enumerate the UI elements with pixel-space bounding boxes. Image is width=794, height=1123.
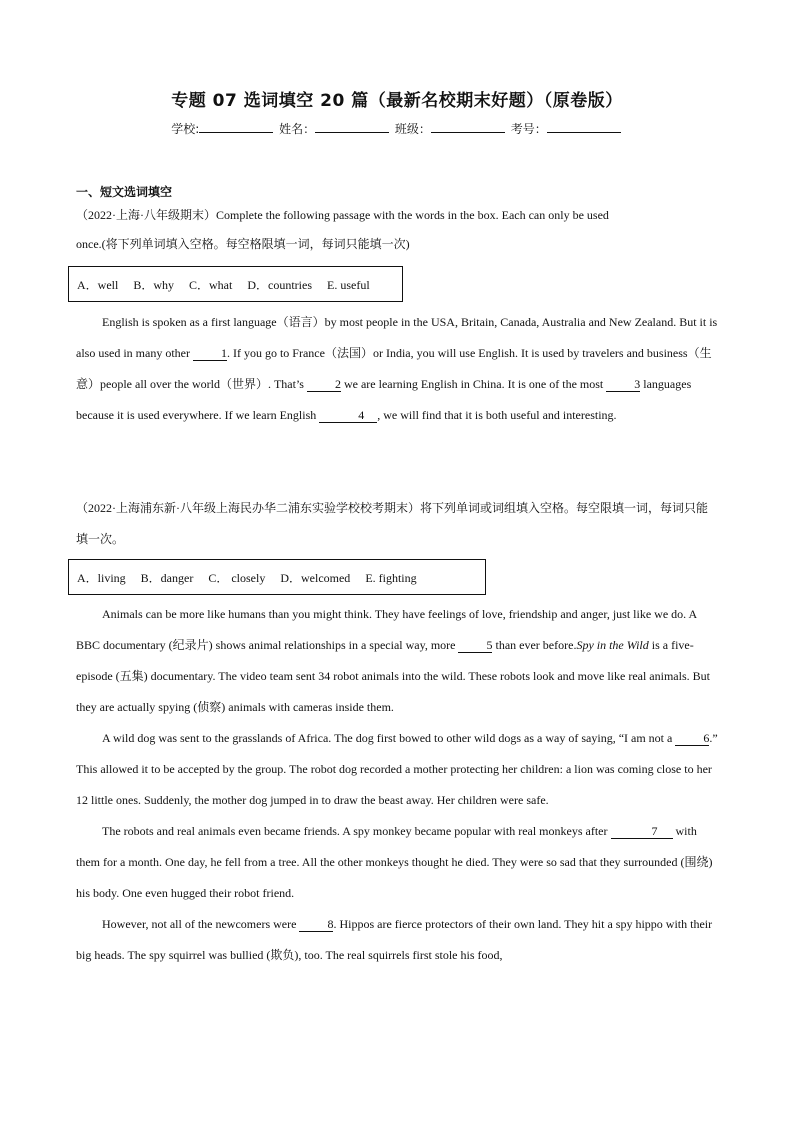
student-info-line	[0, 120, 794, 137]
number-label: 考号：	[510, 122, 547, 136]
passage1-text-d: languages because it is used everywhere. If we learn English	[76, 377, 692, 422]
number-blank[interactable]	[547, 120, 621, 133]
p2-text-a: A wild dog was sent to the grasslands of Africa. The dog first bowed to other wild dogs as a way of saying, “I am not a	[102, 731, 673, 745]
blank-8[interactable]: 8	[299, 917, 333, 932]
school-label: 学校:	[171, 122, 200, 136]
p3-text-b: with them for a month. One day, he fell from a tree. All the other monkeys thought he died. They were so sad that they surrounded (围绕) his body. One even hugged their robot friend.	[76, 824, 713, 900]
name-label: 姓名：	[279, 122, 316, 136]
passage2-paragraph-3	[76, 816, 718, 909]
class-label: 班级：	[394, 122, 431, 136]
blank-2[interactable]: 2	[307, 377, 341, 392]
passage2-instructions: （2022·上海浦东新·八年级上海民办华二浦东实验学校校考期末）将下列单词或词组填入空格。每空限填一词，每词只能填一次。	[76, 501, 708, 546]
blank-4[interactable]: 4	[319, 408, 377, 423]
option-a: A．well	[77, 278, 119, 292]
passage1-text-e: , we will find that it is both useful and interesting.	[377, 408, 617, 422]
school-blank[interactable]	[199, 120, 273, 133]
passage1-text-c: we are learning English in China. It is one of the most	[343, 377, 604, 391]
passage1-word-box	[68, 266, 403, 302]
option-c: C．what	[189, 278, 233, 292]
blank-3[interactable]: 3	[606, 377, 640, 392]
passage1-source-line1: （2022·上海·八年级期末）Complete the following passage with the words in the box. Each can only be used	[76, 208, 609, 222]
name-blank[interactable]	[315, 120, 389, 133]
option-d: D．countries	[247, 278, 312, 292]
p2-text-b: .” This allowed it to be accepted by the group. The robot dog recorded a mother protecting her children: a lion was coming close to her 12 little ones. Suddenly, the mother dog jumped in to draw the beast away. Her children were safe.	[76, 731, 718, 807]
passage1-body	[76, 307, 718, 431]
p1-text-b: than ever before.	[495, 638, 577, 652]
passage2-body	[76, 599, 718, 971]
p3-text-a: The robots and real animals even became friends. A spy monkey became popular with real monkeys after	[102, 824, 608, 838]
blank-7[interactable]: 7	[611, 824, 673, 839]
passage1-text-a: English is spoken as a first language（语言）by most people in the USA, Britain, Canada, Australia and New Zealand. But it is also used in many other	[76, 315, 718, 360]
p4-text-b: . Hippos are fierce protectors of their own land. They hit a spy hippo with their big heads. The spy squirrel was bullied (欺负), too. The real squirrels first stole his food,	[76, 917, 713, 962]
passage2-paragraph-2	[76, 723, 718, 816]
option-d: D．welcomed	[280, 571, 351, 585]
option-b: B．why	[133, 278, 174, 292]
passage1-text-b: . If you go to France（法国）or India, you will use English. It is used by travelers and business（生意）people all over the world（世界）. That’s	[76, 346, 712, 391]
blank-6[interactable]: 6	[675, 731, 709, 746]
blank-5[interactable]: 5	[458, 638, 492, 653]
option-e: E. fighting	[365, 571, 417, 585]
passage1-source-line2: once.(将下列单词填入空格。每空格限填一词，每词只能填一次)	[76, 237, 410, 251]
passage2-paragraph-1	[76, 599, 718, 723]
p1-text-a: Animals can be more like humans than you might think. They have feelings of love, friendship and anger, just like we do. A BBC documentary (纪录片) shows animal relationships in a special way, more	[76, 607, 697, 652]
passage2-paragraph-4	[76, 909, 718, 971]
documentary-title: Spy in the Wild	[576, 638, 649, 652]
option-a: A．living	[77, 571, 126, 585]
passage1-instructions	[76, 200, 718, 260]
option-e: E. useful	[327, 278, 370, 292]
passage2-word-box	[68, 559, 486, 595]
class-blank[interactable]	[431, 120, 505, 133]
section-heading: 一、短文选词填空	[76, 185, 173, 199]
blank-1[interactable]: 1	[193, 346, 227, 361]
p4-text-a: However, not all of the newcomers were	[102, 917, 297, 931]
option-c: C． closely	[208, 571, 266, 585]
p1-text-c: is a five-episode (五集) documentary. The video team sent 34 robot animals into the wild. These robots look and move like real animals. But they are actually spying (侦察) animals with cameras inside them.	[76, 638, 710, 714]
page-title: 专题 07 选词填空 20 篇（最新名校期末好题）（原卷版）	[171, 91, 623, 111]
option-b: B．danger	[140, 571, 194, 585]
